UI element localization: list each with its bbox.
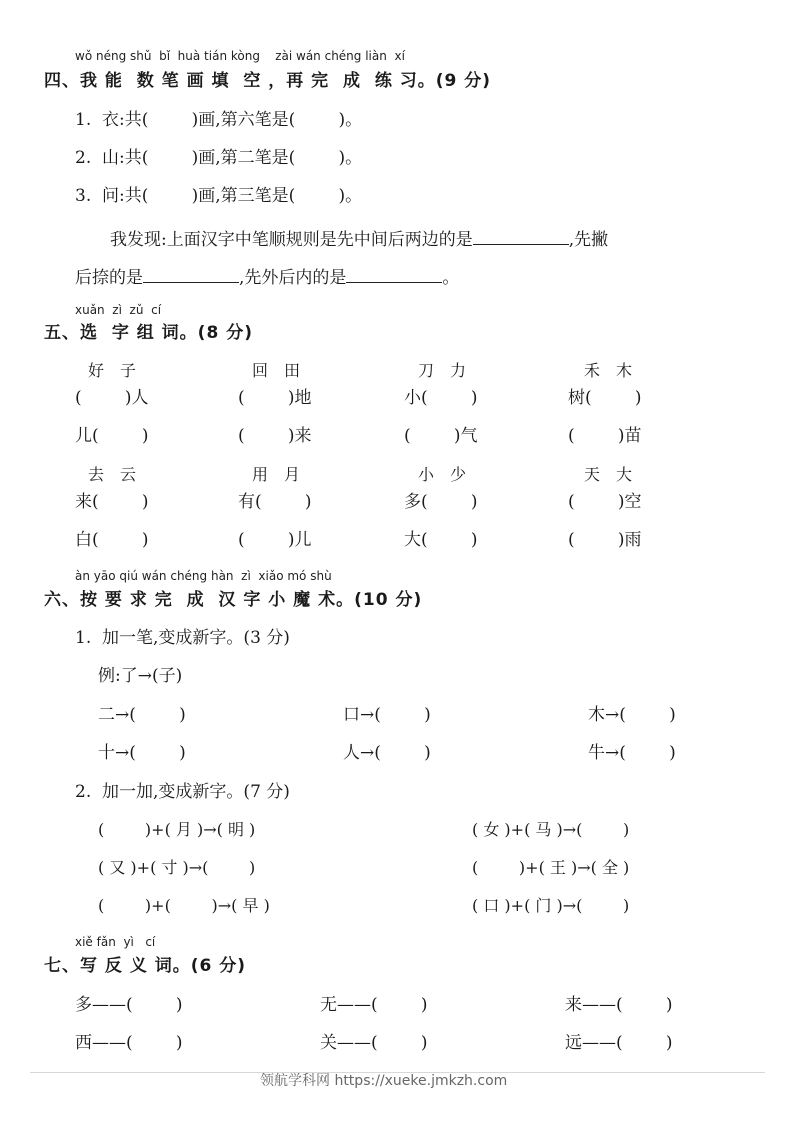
combine-blank[interactable]: ( )+( )→( 早 ) <box>98 896 270 915</box>
antonym-blank[interactable]: 多——( ) <box>75 995 183 1015</box>
char-pair: 好 子 <box>88 361 137 380</box>
sec7-title: 七、写 反 义 词。(6 分) <box>44 956 247 976</box>
word-blank[interactable]: ( )苗 <box>568 426 642 446</box>
finding-text-3: 后捺的是 <box>75 268 143 288</box>
word-blank[interactable]: 来( ) <box>75 492 149 512</box>
word-blank[interactable]: ( )气 <box>404 426 478 446</box>
char-pair: 刀 力 <box>418 361 467 380</box>
combine-blank[interactable]: ( 口 )+( 门 )→( ) <box>472 896 630 915</box>
combine-blank[interactable]: ( 女 )+( 马 )→( ) <box>472 820 630 839</box>
sec4-item-2: 2. 山:共( )画,第二笔是( )。 <box>75 148 363 168</box>
word-blank[interactable]: 儿( ) <box>75 426 149 446</box>
add-stroke-blank[interactable]: 木→( ) <box>588 705 676 725</box>
combine-blank[interactable]: ( 又 )+( 寸 )→( ) <box>98 858 256 877</box>
sec5-title: 五、选 字 组 词。(8 分) <box>44 323 253 343</box>
combine-blank[interactable]: ( )+( 王 )→( 全 ) <box>472 858 630 877</box>
word-blank[interactable]: 小( ) <box>404 388 478 408</box>
word-blank[interactable]: 大( ) <box>404 530 478 550</box>
word-blank[interactable]: ( )来 <box>238 426 312 446</box>
answer-blank[interactable] <box>346 266 442 283</box>
add-stroke-blank[interactable]: 牛→( ) <box>588 743 676 763</box>
word-blank[interactable]: ( )空 <box>568 492 642 512</box>
add-stroke-blank[interactable]: 二→( ) <box>98 705 186 725</box>
sec5-pinyin: xuǎn zì zǔ cí <box>75 303 162 317</box>
finding-text-4: ,先外后内的是 <box>239 268 347 288</box>
word-blank[interactable]: ( )人 <box>75 388 149 408</box>
sec6-sub2: 2. 加一加,变成新字。(7 分) <box>75 782 290 802</box>
sec7-pinyin: xiě fǎn yì cí <box>75 935 156 949</box>
word-blank[interactable]: 白( ) <box>75 530 149 550</box>
antonym-blank[interactable]: 远——( ) <box>565 1033 673 1053</box>
sec4-title: 四、我 能 数 笔 画 填 空 ，再 完 成 练 习。(9 分) <box>44 71 492 91</box>
antonym-blank[interactable]: 关——( ) <box>320 1033 428 1053</box>
sec4-pinyin: wǒ néng shǔ bǐ huà tián kòng zài wán chéng liàn xí <box>75 49 405 63</box>
finding-text-1: 我发现:上面汉字中笔顺规则是先中间后两边的是 <box>110 230 473 250</box>
sec4-item-1: 1. 衣:共( )画,第六笔是( )。 <box>75 110 363 130</box>
word-blank[interactable]: 树( ) <box>568 388 642 408</box>
word-blank[interactable]: ( )雨 <box>568 530 642 550</box>
add-stroke-blank[interactable]: 口→( ) <box>343 705 431 725</box>
sec6-pinyin: àn yāo qiú wán chéng hàn zì xiǎo mó shù <box>75 569 332 583</box>
add-stroke-blank[interactable]: 人→( ) <box>343 743 431 763</box>
answer-blank[interactable] <box>143 266 239 283</box>
sec6-example: 例:了→(子) <box>98 666 183 686</box>
char-pair: 禾 木 <box>584 361 633 380</box>
finding-text-2: ,先撇 <box>568 230 609 250</box>
char-pair: 小 少 <box>418 465 467 484</box>
sec6-sub1: 1. 加一笔,变成新字。(3 分) <box>75 628 290 648</box>
answer-blank[interactable] <box>473 228 569 245</box>
add-stroke-blank[interactable]: 十→( ) <box>98 743 186 763</box>
antonym-blank[interactable]: 来——( ) <box>565 995 673 1015</box>
char-pair: 去 云 <box>88 465 137 484</box>
word-blank[interactable]: ( )儿 <box>238 530 312 550</box>
finding-text-5: 。 <box>442 268 460 288</box>
char-pair: 用 月 <box>252 465 301 484</box>
footer-watermark: 领航学科网 https://xueke.jmkzh.com <box>260 1073 508 1089</box>
antonym-blank[interactable]: 西——( ) <box>75 1033 183 1053</box>
combine-blank[interactable]: ( )+( 月 )→( 明 ) <box>98 820 256 839</box>
sec6-title: 六、按 要 求 完 成 汉 字 小 魔 术。(10 分) <box>44 590 423 610</box>
char-pair: 回 田 <box>252 361 301 380</box>
word-blank[interactable]: 有( ) <box>238 492 312 512</box>
word-blank[interactable]: ( )地 <box>238 388 312 408</box>
antonym-blank[interactable]: 无——( ) <box>320 995 428 1015</box>
sec4-finding-line1 <box>110 228 608 249</box>
word-blank[interactable]: 多( ) <box>404 492 478 512</box>
sec4-finding-line2 <box>75 266 459 287</box>
char-pair: 天 大 <box>584 465 633 484</box>
sec4-item-3: 3. 问:共( )画,第三笔是( )。 <box>75 186 363 206</box>
